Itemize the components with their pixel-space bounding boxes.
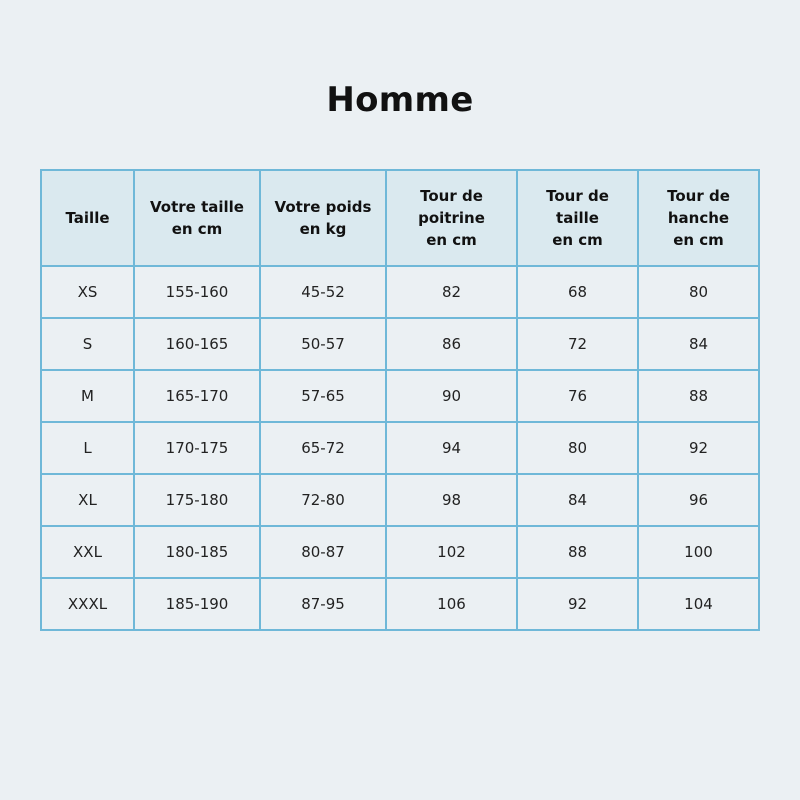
header-hip: Tour de hanche en cm bbox=[638, 170, 759, 266]
size-chart-table bbox=[40, 169, 760, 631]
cell-height: 175-180 bbox=[134, 474, 260, 526]
cell-height: 165-170 bbox=[134, 370, 260, 422]
cell-waist: 88 bbox=[517, 526, 638, 578]
cell-chest: 90 bbox=[386, 370, 517, 422]
cell-chest: 98 bbox=[386, 474, 517, 526]
header-chest: Tour de poitrine en cm bbox=[386, 170, 517, 266]
cell-waist: 92 bbox=[517, 578, 638, 630]
cell-weight: 65-72 bbox=[260, 422, 386, 474]
cell-height: 185-190 bbox=[134, 578, 260, 630]
cell-size: XS bbox=[41, 266, 134, 318]
cell-hip: 104 bbox=[638, 578, 759, 630]
cell-waist: 80 bbox=[517, 422, 638, 474]
cell-height: 155-160 bbox=[134, 266, 260, 318]
cell-weight: 57-65 bbox=[260, 370, 386, 422]
cell-waist: 84 bbox=[517, 474, 638, 526]
cell-size: XL bbox=[41, 474, 134, 526]
cell-chest: 106 bbox=[386, 578, 517, 630]
cell-weight: 45-52 bbox=[260, 266, 386, 318]
cell-size: M bbox=[41, 370, 134, 422]
cell-hip: 80 bbox=[638, 266, 759, 318]
cell-weight: 50-57 bbox=[260, 318, 386, 370]
cell-hip: 92 bbox=[638, 422, 759, 474]
table-row bbox=[41, 474, 759, 526]
cell-height: 170-175 bbox=[134, 422, 260, 474]
cell-size: XXXL bbox=[41, 578, 134, 630]
cell-hip: 96 bbox=[638, 474, 759, 526]
cell-weight: 72-80 bbox=[260, 474, 386, 526]
cell-size: S bbox=[41, 318, 134, 370]
cell-chest: 94 bbox=[386, 422, 517, 474]
table-row bbox=[41, 578, 759, 630]
header-weight: Votre poids en kg bbox=[260, 170, 386, 266]
header-waist: Tour de taille en cm bbox=[517, 170, 638, 266]
cell-waist: 68 bbox=[517, 266, 638, 318]
table-body bbox=[41, 266, 759, 630]
cell-chest: 82 bbox=[386, 266, 517, 318]
cell-hip: 88 bbox=[638, 370, 759, 422]
cell-size: XXL bbox=[41, 526, 134, 578]
cell-size: L bbox=[41, 422, 134, 474]
table-row bbox=[41, 370, 759, 422]
cell-chest: 86 bbox=[386, 318, 517, 370]
table-row bbox=[41, 422, 759, 474]
table-header bbox=[41, 170, 759, 266]
cell-weight: 87-95 bbox=[260, 578, 386, 630]
header-row bbox=[41, 170, 759, 266]
cell-weight: 80-87 bbox=[260, 526, 386, 578]
cell-hip: 84 bbox=[638, 318, 759, 370]
table-row bbox=[41, 318, 759, 370]
header-height: Votre taille en cm bbox=[134, 170, 260, 266]
cell-waist: 76 bbox=[517, 370, 638, 422]
header-size: Taille bbox=[41, 170, 134, 266]
page-title: Homme bbox=[326, 80, 474, 120]
cell-waist: 72 bbox=[517, 318, 638, 370]
cell-hip: 100 bbox=[638, 526, 759, 578]
cell-chest: 102 bbox=[386, 526, 517, 578]
cell-height: 180-185 bbox=[134, 526, 260, 578]
cell-height: 160-165 bbox=[134, 318, 260, 370]
table-row bbox=[41, 266, 759, 318]
table-row bbox=[41, 526, 759, 578]
